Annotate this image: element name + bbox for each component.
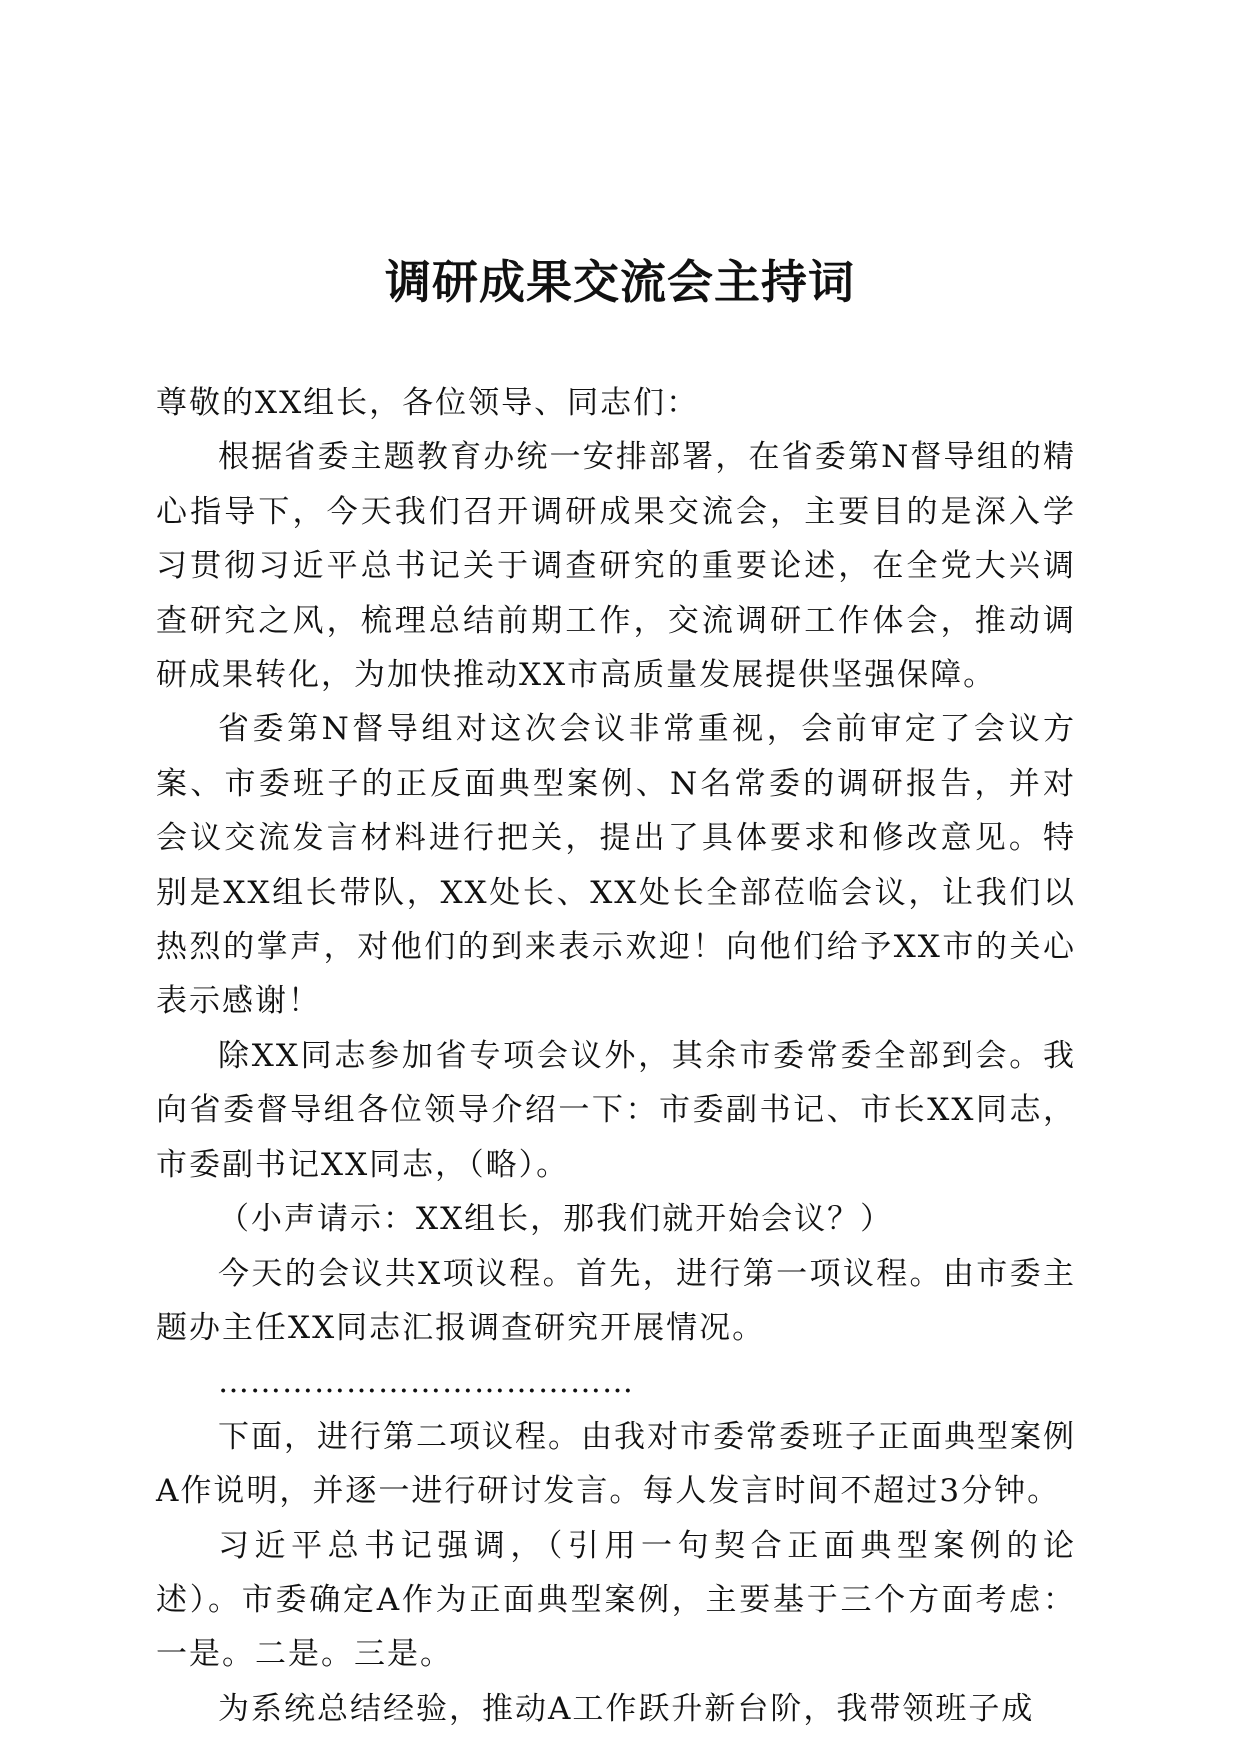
paragraph: 下面，进行第二项议程。由我对市委常委班子正面典型案例A作说明，并逐一进行研讨发言。每人发言时间不超过3分钟。	[156, 1418, 1076, 1510]
paragraph: 除XX同志参加省专项会议外，其余市委常委全部到会。我向省委督导组各位领导介绍一下：市委副书记、市长XX同志，市委副书记XX同志，（略）。	[156, 1037, 1076, 1183]
document-body	[156, 376, 1076, 1736]
paragraph: 省委第N督导组对这次会议非常重视，会前审定了会议方案、市委班子的正反面典型案例、N名常委的调研报告，并对会议交流发言材料进行把关，提出了具体要求和修改意见。特别是XX组长带队，XX处长、XX处长全部莅临会议，让我们以热烈的掌声，对他们的到来表示欢迎！向他们给予XX市的关心表示感谢！	[156, 711, 1076, 1020]
ellipsis-line: …………………………………	[218, 1364, 634, 1401]
paragraph: 今天的会议共X项议程。首先，进行第一项议程。由市委主题办主任XX同志汇报调查研究开展情况。	[156, 1255, 1076, 1346]
document-title: 调研成果交流会主持词	[385, 255, 855, 309]
paragraph: （小声请示：XX组长，那我们就开始会议？）	[218, 1201, 894, 1238]
paragraph: 根据省委主题教育办统一安排部署，在省委第N督导组的精心指导下，今天我们召开调研成果交流会，主要目的是深入学习贯彻习近平总书记关于调查研究的重要论述，在全党大兴调查研究之风，梳理总结前期工作，交流调研工作体会，推动调研成果转化，为加快推动XX市高质量发展提供坚强保障。	[156, 439, 1076, 694]
salutation: 尊敬的XX组长，各位领导、同志们：	[156, 385, 700, 421]
paragraph: 为系统总结经验，推动A工作跃升新台阶，我带领班子成	[218, 1690, 1035, 1727]
paragraph: 习近平总书记强调，（引用一句契合正面典型案例的论述）。市委确定A作为正面典型案例，主要基于三个方面考虑：一是。二是。三是。	[156, 1527, 1076, 1673]
